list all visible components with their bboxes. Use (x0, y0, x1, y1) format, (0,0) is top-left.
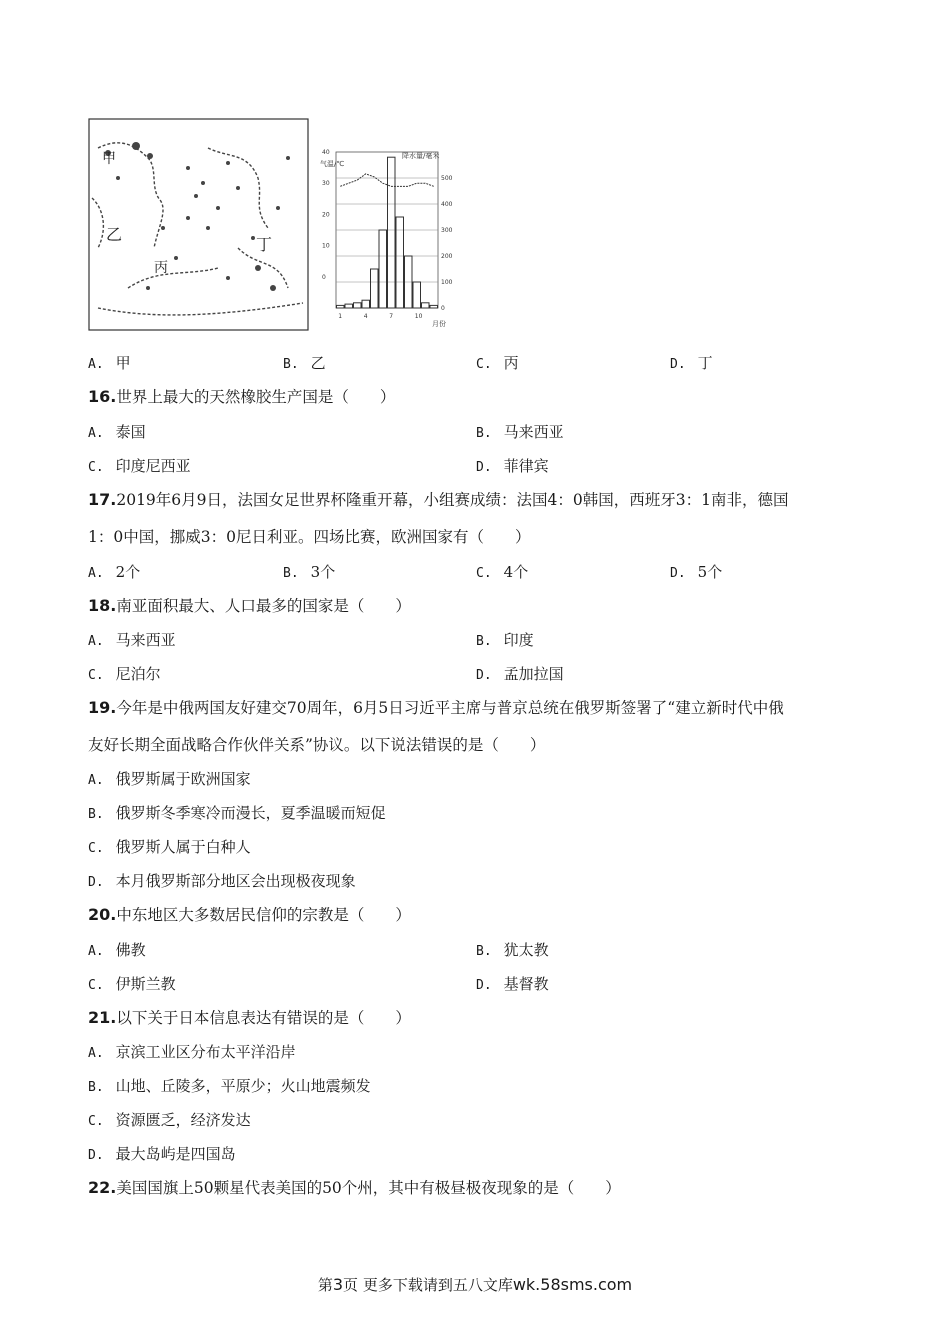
option-label: C. (88, 841, 104, 856)
footer-site-link[interactable]: wk.58sms.com (512, 1275, 633, 1294)
footer-text: 页 更多下载请到五八文库 (343, 1276, 513, 1294)
q20-option-d[interactable] (476, 973, 549, 997)
chart-y-right-label: 降水量/毫米 (402, 152, 440, 160)
footer-page-number: 3 (332, 1275, 344, 1294)
map-label-ding: 丁 (256, 235, 273, 254)
q15-option-d[interactable] (670, 352, 713, 376)
q17-stem-line-2: 1：0中国，挪威3：0尼日利亚。四场比赛，欧洲国家有（ ） (88, 528, 531, 546)
q21-option-d[interactable] (88, 1143, 236, 1167)
q20-option-b[interactable] (476, 939, 549, 963)
question-text: 今年是中俄两国友好建交70周年，6月5日习近平主席与普京总统在俄罗斯签署了“建立新时代中俄 (116, 699, 784, 717)
question-text: 2019年6月9日，法国女足世界杯隆重开幕，小组赛成绩：法国4：0韩国，西班牙3：1南非，德国 (116, 491, 789, 509)
chart-x-tick: 7 (389, 313, 394, 320)
option-text: 犹太教 (503, 941, 549, 959)
option-text: 京滨工业区分布太平洋沿岸 (115, 1043, 296, 1061)
q22-stem (88, 1177, 621, 1199)
option-text: 菲律宾 (503, 457, 549, 475)
option-text: 乙 (310, 354, 326, 372)
question-number: 21. (88, 1008, 117, 1027)
option-label: D. (88, 1148, 104, 1163)
option-text: 本月俄罗斯部分地区会出现极夜现象 (115, 872, 356, 890)
option-label: B. (283, 357, 299, 372)
q16-stem (88, 386, 395, 408)
chart-y-left-tick: 20 (322, 211, 330, 219)
option-label: D. (476, 668, 492, 683)
option-label: D. (670, 357, 686, 372)
q16-option-b[interactable] (476, 421, 564, 445)
precipitation-bar (362, 300, 370, 308)
precipitation-bar (388, 157, 396, 308)
q17-stem-line-1 (88, 489, 788, 511)
chart-x-tick: 4 (363, 313, 368, 320)
chart-y-left-label: 气温/℃ (320, 160, 345, 168)
precipitation-bar (430, 305, 438, 308)
option-label: C. (88, 1114, 104, 1129)
option-label: C. (88, 460, 104, 475)
q19-option-d[interactable] (88, 870, 356, 894)
q17-option-d[interactable] (670, 561, 722, 585)
chart-y-left-tick: 30 (322, 180, 330, 188)
map-label-yi: 乙 (106, 225, 123, 244)
chart-y-right-tick: 200 (441, 253, 453, 260)
option-text: 俄罗斯冬季寒冷而漫长，夏季温暖而短促 (115, 804, 386, 822)
option-label: A. (88, 634, 104, 649)
precipitation-bar (371, 269, 379, 308)
precipitation-bar (379, 230, 387, 308)
q18-option-b[interactable] (476, 629, 534, 653)
q19-stem-line-2: 友好长期全面战略合作伙伴关系”协议。以下说法错误的是（ ） (88, 736, 546, 754)
precipitation-bar (413, 282, 421, 308)
q18-option-c[interactable] (88, 663, 161, 687)
option-label: A. (88, 566, 104, 581)
footer-prefix: 第 (317, 1276, 333, 1294)
precipitation-bar (354, 303, 362, 308)
option-label: A. (88, 1046, 104, 1061)
q18-option-d[interactable] (476, 663, 564, 687)
chart-y-right-tick: 0 (441, 305, 445, 312)
option-text: 丙 (503, 354, 519, 372)
question-number: 22. (88, 1178, 117, 1197)
q19-option-c[interactable] (88, 836, 251, 860)
climate-chart (320, 132, 466, 332)
option-label: C. (476, 357, 492, 372)
question-number: 16. (88, 387, 117, 406)
q18-option-a[interactable] (88, 629, 176, 653)
question-number: 18. (88, 596, 117, 615)
q21-option-b[interactable] (88, 1075, 371, 1099)
option-label: B. (476, 944, 492, 959)
option-text: 泰国 (115, 423, 146, 441)
map-label-jia: 甲 (102, 151, 116, 167)
option-text: 马来西亚 (115, 631, 176, 649)
option-label: A. (88, 773, 104, 788)
option-label: A. (88, 426, 104, 441)
chart-y-left-tick: 10 (322, 242, 330, 250)
q19-option-a[interactable] (88, 768, 251, 792)
q15-option-b[interactable] (283, 352, 326, 376)
option-label: D. (476, 460, 492, 475)
q19-option-b[interactable] (88, 802, 386, 826)
q17-option-c[interactable] (476, 561, 528, 585)
option-text: 佛教 (115, 941, 146, 959)
question-text: 美国国旗上50颗星代表美国的50个州，其中有极昼极夜现象的是（ ） (116, 1179, 621, 1197)
q21-option-c[interactable] (88, 1109, 251, 1133)
option-label: B. (88, 1080, 104, 1095)
q20-stem (88, 904, 411, 926)
option-label: C. (88, 978, 104, 993)
q16-option-c[interactable] (88, 455, 191, 479)
option-text: 俄罗斯人属于白种人 (115, 838, 251, 856)
chart-y-right-tick: 100 (441, 279, 453, 286)
chart-y-right-tick: 500 (441, 175, 453, 182)
option-text: 丁 (697, 354, 713, 372)
chart-y-right-tick: 400 (441, 201, 453, 208)
southeast-asia-map (88, 118, 310, 332)
q20-option-a[interactable] (88, 939, 146, 963)
q20-option-c[interactable] (88, 973, 176, 997)
chart-y-left-tick: 0 (322, 273, 326, 281)
q16-option-d[interactable] (476, 455, 549, 479)
option-label: B. (283, 566, 299, 581)
option-text: 甲 (115, 354, 131, 372)
option-text: 孟加拉国 (503, 665, 564, 683)
option-label: D. (88, 875, 104, 890)
question-text: 中东地区大多数居民信仰的宗教是（ ） (116, 906, 411, 924)
q17-option-a[interactable] (88, 561, 140, 585)
option-label: A. (88, 944, 104, 959)
option-label: A. (88, 357, 104, 372)
option-text: 最大岛屿是四国岛 (115, 1145, 236, 1163)
chart-y-left-tick: 40 (322, 149, 330, 156)
q19-stem-line-1 (88, 697, 784, 719)
q16-option-a[interactable] (88, 421, 146, 445)
question-number: 17. (88, 490, 117, 509)
option-text: 2个 (115, 563, 141, 581)
option-text: 山地、丘陵多，平原少；火山地震频发 (115, 1077, 371, 1095)
question-figure (88, 118, 466, 338)
chart-x-label: 月份 (432, 320, 446, 328)
q21-option-a[interactable] (88, 1041, 296, 1065)
map-label-bing: 丙 (154, 260, 168, 276)
option-label: B. (476, 426, 492, 441)
option-text: 3个 (310, 563, 336, 581)
option-label: B. (88, 807, 104, 822)
option-text: 马来西亚 (503, 423, 564, 441)
precipitation-bar (345, 304, 353, 308)
chart-x-tick: 1 (338, 313, 343, 320)
precipitation-bar (337, 305, 345, 308)
question-number: 19. (88, 698, 117, 717)
option-text: 俄罗斯属于欧洲国家 (115, 770, 251, 788)
option-text: 4个 (503, 563, 529, 581)
option-label: C. (88, 668, 104, 683)
option-label: C. (476, 566, 492, 581)
chart-x-tick: 10 (414, 313, 423, 320)
chart-y-right-tick: 300 (441, 227, 453, 234)
q18-stem (88, 595, 411, 617)
question-text: 南亚面积最大、人口最多的国家是（ ） (116, 597, 411, 615)
option-label: B. (476, 634, 492, 649)
option-text: 印度尼西亚 (115, 457, 191, 475)
q15-option-c[interactable] (476, 352, 519, 376)
option-text: 尼泊尔 (115, 665, 161, 683)
option-text: 资源匮乏，经济发达 (115, 1111, 251, 1129)
question-number: 20. (88, 905, 117, 924)
option-text: 伊斯兰教 (115, 975, 176, 993)
option-label: D. (476, 978, 492, 993)
precipitation-bar (396, 217, 404, 308)
option-label: D. (670, 566, 686, 581)
option-text: 5个 (697, 563, 723, 581)
q15-option-a[interactable] (88, 352, 131, 376)
question-text: 以下关于日本信息表达有错误的是（ ） (116, 1009, 411, 1027)
option-text: 印度 (503, 631, 534, 649)
q21-stem (88, 1007, 411, 1029)
option-text: 基督教 (503, 975, 549, 993)
question-text: 世界上最大的天然橡胶生产国是（ ） (116, 388, 396, 406)
precipitation-bar (422, 303, 430, 308)
page-footer (0, 1274, 950, 1296)
q17-option-b[interactable] (283, 561, 335, 585)
